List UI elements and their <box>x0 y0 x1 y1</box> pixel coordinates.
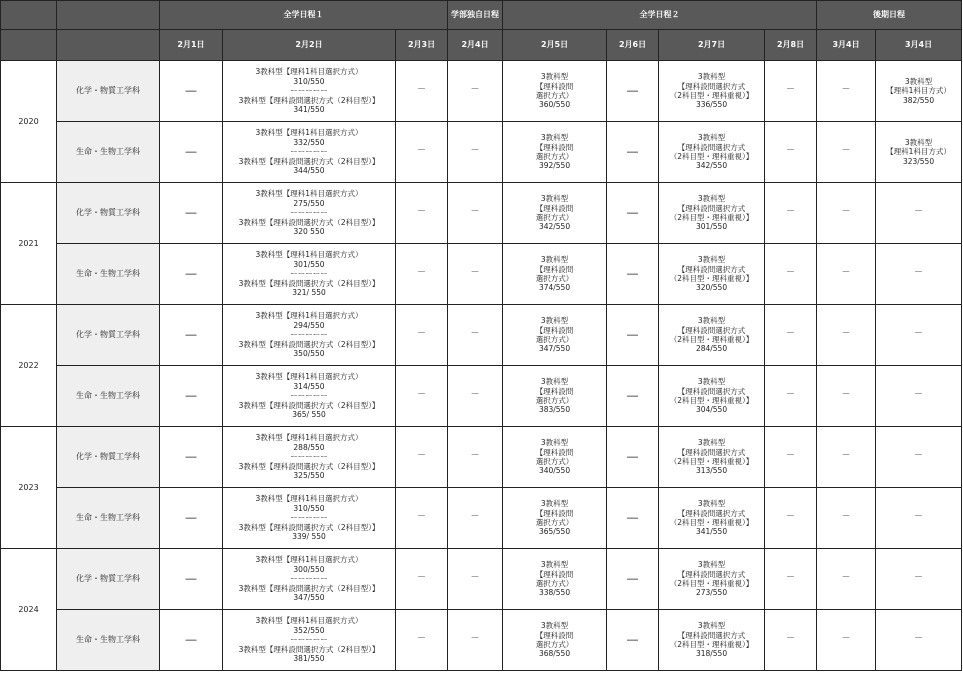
score-value: 365/ 550 <box>292 410 326 420</box>
table-row <box>1 244 962 305</box>
cell-line: 3教科型【理科設問選択方式（2科目型）】 <box>238 461 380 471</box>
empty-cell: － <box>817 244 876 305</box>
empty-cell: － <box>765 61 817 122</box>
score-value: 342/550 <box>695 161 728 171</box>
cell-line: 選択方式） <box>535 335 574 344</box>
cell-line: 3教科型 <box>697 499 726 509</box>
score-cell-feb5 <box>503 244 607 305</box>
empty-cell: ― <box>607 244 659 305</box>
score-value: 301/550 <box>293 259 325 269</box>
score-value: 310/550 <box>293 76 325 86</box>
score-value: 382/550 <box>902 95 935 105</box>
cell-line: 3教科型 <box>540 377 569 387</box>
score-value: 338/550 <box>538 588 571 598</box>
empty-cell: － <box>396 183 448 244</box>
table-row <box>1 549 962 610</box>
cell-line: 【理科設問選択方式 <box>677 264 746 274</box>
score-value: 304/550 <box>695 405 728 415</box>
score-cell-feb2 <box>223 549 396 610</box>
date-header: 2月8日 <box>765 30 817 61</box>
cell-line: 【理科設問 <box>535 508 574 518</box>
cell-line: 3教科型【理科設問選択方式（2科目型）】 <box>238 156 380 166</box>
score-value: 310/550 <box>293 503 325 513</box>
cell-line: 3教科型【理科1科目選択方式） <box>255 372 363 382</box>
empty-cell: ― <box>160 549 223 610</box>
cell-line: 選択方式） <box>535 579 574 588</box>
cell-line: 3教科型【理科1科目選択方式） <box>255 555 363 565</box>
cell-line: 【理科設問 <box>535 203 574 213</box>
cell-line: 選択方式） <box>535 274 574 283</box>
empty-cell: － <box>817 549 876 610</box>
cell-line: 【理科設問 <box>535 630 574 640</box>
score-value: 352/550 <box>293 625 325 635</box>
empty-cell: － <box>817 427 876 488</box>
score-value: 365/550 <box>538 527 571 537</box>
score-cell-feb5 <box>503 305 607 366</box>
empty-cell: － <box>396 244 448 305</box>
empty-cell: － <box>448 488 503 549</box>
cell-line: 3教科型【理科1科目選択方式） <box>255 616 363 626</box>
cell-line: （2科目型・理科重視）】 <box>669 396 754 405</box>
score-cell-feb5 <box>503 366 607 427</box>
cell-line: （2科目型・理科重視）】 <box>669 91 754 100</box>
cell-line: （2科目型・理科重視）】 <box>669 640 754 649</box>
empty-cell: － <box>765 122 817 183</box>
empty-cell: － <box>876 366 962 427</box>
department-cell: 化学・物質工学科 <box>57 305 160 366</box>
empty-cell: ― <box>607 366 659 427</box>
separator: ーーーーー <box>290 391 328 401</box>
cell-line: 【理科設問選択方式 <box>677 386 746 396</box>
empty-cell: ― <box>607 183 659 244</box>
empty-cell: － <box>448 366 503 427</box>
score-value: 344/550 <box>293 166 325 176</box>
empty-cell: － <box>765 305 817 366</box>
cell-line: 3教科型【理科設問選択方式（2科目型）】 <box>238 95 380 105</box>
year-cell: 2021 <box>1 183 57 305</box>
score-value: 332/550 <box>293 137 325 147</box>
score-cell-feb2 <box>223 305 396 366</box>
score-cell-mar4 <box>876 61 962 122</box>
empty-cell: ― <box>607 610 659 671</box>
cell-line: 3教科型 <box>540 72 569 82</box>
date-header: 2月3日 <box>396 30 448 61</box>
score-value: 360/550 <box>538 100 571 110</box>
cell-line: 3教科型【理科1科目選択方式） <box>255 128 363 138</box>
empty-cell: － <box>448 122 503 183</box>
score-value: 350/550 <box>293 349 325 359</box>
cell-line: （2科目型・理科重視）】 <box>669 579 754 588</box>
group-header: 後期日程 <box>817 1 962 30</box>
score-value: 284/550 <box>695 344 728 354</box>
empty-cell: ― <box>607 305 659 366</box>
score-cell-feb5 <box>503 61 607 122</box>
empty-cell: － <box>876 549 962 610</box>
empty-cell: － <box>817 122 876 183</box>
department-cell: 化学・物質工学科 <box>57 183 160 244</box>
separator: ーーーーー <box>290 208 328 218</box>
empty-cell: ― <box>607 549 659 610</box>
cell-line: 3教科型 <box>697 438 726 448</box>
cell-line: （2科目型・理科重視）】 <box>669 518 754 527</box>
date-header: 2月2日 <box>223 30 396 61</box>
score-cell-feb7 <box>659 427 765 488</box>
empty-cell: － <box>396 305 448 366</box>
empty-cell: ― <box>607 61 659 122</box>
empty-cell: － <box>765 549 817 610</box>
cell-line: 【理科設問選択方式 <box>677 325 746 335</box>
empty-cell: － <box>448 305 503 366</box>
score-value: 288/550 <box>293 442 325 452</box>
cell-line: 3教科型 <box>697 133 726 143</box>
cell-line: 【理科設問選択方式 <box>677 569 746 579</box>
cell-line: 3教科型 <box>697 194 726 204</box>
cell-line: 【理科設問選択方式 <box>677 630 746 640</box>
empty-cell: － <box>396 549 448 610</box>
score-cell-feb5 <box>503 488 607 549</box>
table-row <box>1 488 962 549</box>
date-header: 2月5日 <box>503 30 607 61</box>
empty-cell: － <box>765 610 817 671</box>
score-cell-feb2 <box>223 183 396 244</box>
date-header: 2月6日 <box>607 30 659 61</box>
date-header: 3月4日 <box>876 30 962 61</box>
group-header: 全学日程１ <box>160 1 448 30</box>
empty-cell: － <box>396 610 448 671</box>
empty-cell: － <box>396 427 448 488</box>
cell-line: 【理科1科目方式） <box>886 86 951 96</box>
score-value: 381/550 <box>293 654 325 664</box>
score-value: 294/550 <box>293 320 325 330</box>
empty-cell: ― <box>160 244 223 305</box>
cell-line: 3教科型 <box>904 76 933 86</box>
separator: ーーーーー <box>290 513 328 523</box>
score-value: 301/550 <box>695 222 728 232</box>
empty-cell: － <box>817 61 876 122</box>
cell-line: 【理科設問 <box>535 569 574 579</box>
empty-cell: ― <box>607 488 659 549</box>
cell-line: 【理科設問選択方式 <box>677 81 746 91</box>
cell-line: 選択方式） <box>535 640 574 649</box>
cell-line: 選択方式） <box>535 91 574 100</box>
department-cell: 化学・物質工学科 <box>57 549 160 610</box>
date-header: 2月4日 <box>448 30 503 61</box>
empty-cell: － <box>817 610 876 671</box>
date-header: 3月4日 <box>817 30 876 61</box>
empty-cell: － <box>817 183 876 244</box>
score-value: 347/550 <box>293 593 325 603</box>
score-cell-feb7 <box>659 366 765 427</box>
empty-cell: ― <box>160 122 223 183</box>
cell-line: 3教科型 <box>540 560 569 570</box>
header-row-groups <box>1 1 962 30</box>
cell-line: （2科目型・理科重視）】 <box>669 335 754 344</box>
score-cell-feb2 <box>223 427 396 488</box>
empty-cell: ― <box>160 488 223 549</box>
score-cell-feb5 <box>503 427 607 488</box>
empty-cell: － <box>876 183 962 244</box>
corner-cell <box>1 1 57 30</box>
cell-line: 【理科設問 <box>535 81 574 91</box>
score-value: 336/550 <box>695 100 728 110</box>
score-cell-feb5 <box>503 610 607 671</box>
empty-cell: － <box>876 305 962 366</box>
score-cell-feb2 <box>223 366 396 427</box>
separator: ーーーーー <box>290 269 328 279</box>
score-value: 320/550 <box>695 283 728 293</box>
score-value: 368/550 <box>538 649 571 659</box>
empty-cell: － <box>876 427 962 488</box>
empty-cell: － <box>817 305 876 366</box>
empty-cell: ― <box>607 122 659 183</box>
cell-line: 選択方式） <box>535 396 574 405</box>
score-cell-feb7 <box>659 488 765 549</box>
cell-line: 3教科型【理科1科目選択方式） <box>255 189 363 199</box>
score-value: 374/550 <box>538 283 571 293</box>
cell-line: 3教科型 <box>904 137 933 147</box>
empty-cell: － <box>876 610 962 671</box>
corner-cell <box>1 30 57 61</box>
cell-line: 【理科設問選択方式 <box>677 203 746 213</box>
cell-line: 3教科型 <box>540 255 569 265</box>
cell-line: 【理科1科目方式） <box>886 147 951 157</box>
cell-line: 3教科型 <box>697 377 726 387</box>
corner-cell <box>57 30 160 61</box>
cell-line: 【理科設問選択方式 <box>677 508 746 518</box>
score-value: 314/550 <box>293 381 325 391</box>
date-header: 2月7日 <box>659 30 765 61</box>
empty-cell: － <box>765 427 817 488</box>
score-value: 383/550 <box>538 405 571 415</box>
score-value: 321/ 550 <box>292 288 326 298</box>
cell-line: 3教科型 <box>697 560 726 570</box>
empty-cell: － <box>396 61 448 122</box>
empty-cell: － <box>765 488 817 549</box>
cell-line: 3教科型【理科1科目選択方式） <box>255 67 363 77</box>
separator: ーーーーー <box>290 86 328 96</box>
cell-line: （2科目型・理科重視）】 <box>669 457 754 466</box>
empty-cell: － <box>448 183 503 244</box>
score-cell-feb5 <box>503 122 607 183</box>
cell-line: 3教科型【理科設問選択方式（2科目型）】 <box>238 522 380 532</box>
cell-line: 3教科型 <box>540 133 569 143</box>
cell-line: 3教科型【理科設問選択方式（2科目型）】 <box>238 400 380 410</box>
table-row <box>1 183 962 244</box>
cell-line: 選択方式） <box>535 518 574 527</box>
score-value: 275/550 <box>293 198 325 208</box>
score-cell-feb7 <box>659 61 765 122</box>
cell-line: 3教科型【理科1科目選択方式） <box>255 250 363 260</box>
cell-line: 3教科型 <box>697 316 726 326</box>
cell-line: 【理科設問 <box>535 142 574 152</box>
score-value: 323/550 <box>902 156 935 166</box>
score-value: 325/550 <box>293 471 325 481</box>
score-cell-feb2 <box>223 122 396 183</box>
cell-line: 【理科設問 <box>535 264 574 274</box>
cell-line: 3教科型【理科設問選択方式（2科目型）】 <box>238 339 380 349</box>
cell-line: （2科目型・理科重視）】 <box>669 152 754 161</box>
year-cell: 2020 <box>1 61 57 183</box>
cell-line: 3教科型 <box>697 621 726 631</box>
score-value: 341/550 <box>293 105 325 115</box>
score-cell-feb7 <box>659 549 765 610</box>
empty-cell: － <box>817 488 876 549</box>
header-row-dates <box>1 30 962 61</box>
cell-line: 3教科型【理科設問選択方式（2科目型）】 <box>238 583 380 593</box>
empty-cell: ― <box>607 427 659 488</box>
cell-line: 3教科型【理科1科目選択方式） <box>255 311 363 321</box>
cell-line: 3教科型 <box>540 194 569 204</box>
cell-line: 【理科設問 <box>535 447 574 457</box>
separator: ーーーーー <box>290 147 328 157</box>
cell-line: 3教科型 <box>540 499 569 509</box>
cell-line: 3教科型【理科設問選択方式（2科目型）】 <box>238 217 380 227</box>
year-cell: 2024 <box>1 549 57 671</box>
table-row <box>1 427 962 488</box>
empty-cell: － <box>448 549 503 610</box>
empty-cell: ― <box>160 305 223 366</box>
score-value: 318/550 <box>695 649 728 659</box>
table-body <box>1 61 962 671</box>
table-row <box>1 61 962 122</box>
department-cell: 生命・生物工学科 <box>57 366 160 427</box>
empty-cell: － <box>396 488 448 549</box>
cell-line: 3教科型 <box>697 72 726 82</box>
group-header: 全学日程２ <box>503 1 817 30</box>
year-cell: 2023 <box>1 427 57 549</box>
score-cell-feb7 <box>659 610 765 671</box>
table-row <box>1 610 962 671</box>
cell-line: （2科目型・理科重視）】 <box>669 213 754 222</box>
table-row <box>1 305 962 366</box>
cell-line: 3教科型【理科1科目選択方式） <box>255 494 363 504</box>
score-value: 340/550 <box>538 466 571 476</box>
year-cell: 2022 <box>1 305 57 427</box>
cell-line: 3教科型 <box>540 621 569 631</box>
cell-line: 選択方式） <box>535 457 574 466</box>
empty-cell: ― <box>160 183 223 244</box>
empty-cell: － <box>876 244 962 305</box>
cell-line: 【理科設問 <box>535 386 574 396</box>
cell-line: 3教科型【理科1科目選択方式） <box>255 433 363 443</box>
separator: ーーーーー <box>290 635 328 645</box>
cell-line: 3教科型【理科設問選択方式（2科目型）】 <box>238 278 380 288</box>
empty-cell: ― <box>160 61 223 122</box>
score-cell-feb5 <box>503 549 607 610</box>
score-value: 342/550 <box>538 222 571 232</box>
score-cell-feb2 <box>223 244 396 305</box>
score-value: 313/550 <box>695 466 728 476</box>
cell-line: 3教科型 <box>697 255 726 265</box>
cell-line: 3教科型 <box>540 438 569 448</box>
cell-line: 【理科設問選択方式 <box>677 447 746 457</box>
empty-cell: － <box>817 366 876 427</box>
department-cell: 生命・生物工学科 <box>57 610 160 671</box>
empty-cell: － <box>765 366 817 427</box>
empty-cell: － <box>448 61 503 122</box>
department-cell: 生命・生物工学科 <box>57 488 160 549</box>
score-cell-mar4 <box>876 122 962 183</box>
empty-cell: － <box>448 244 503 305</box>
date-header: 2月1日 <box>160 30 223 61</box>
empty-cell: － <box>396 366 448 427</box>
empty-cell: － <box>448 610 503 671</box>
cell-line: 選択方式） <box>535 213 574 222</box>
cell-line: 選択方式） <box>535 152 574 161</box>
table-row <box>1 366 962 427</box>
score-cell-feb7 <box>659 305 765 366</box>
cell-line: 3教科型【理科設問選択方式（2科目型）】 <box>238 644 380 654</box>
cell-line: （2科目型・理科重視）】 <box>669 274 754 283</box>
score-cell-feb7 <box>659 122 765 183</box>
empty-cell: － <box>765 183 817 244</box>
score-cell-feb2 <box>223 61 396 122</box>
score-cell-feb2 <box>223 610 396 671</box>
empty-cell: － <box>876 488 962 549</box>
score-value: 341/550 <box>695 527 728 537</box>
empty-cell: － <box>765 244 817 305</box>
cell-line: 【理科設問選択方式 <box>677 142 746 152</box>
empty-cell: ― <box>160 610 223 671</box>
separator: ーーーーー <box>290 574 328 584</box>
score-value: 300/550 <box>293 564 325 574</box>
group-header: 学部独自日程 <box>448 1 503 30</box>
department-cell: 生命・生物工学科 <box>57 244 160 305</box>
separator: ーーーーー <box>290 330 328 340</box>
separator: ーーーーー <box>290 452 328 462</box>
department-cell: 化学・物質工学科 <box>57 61 160 122</box>
empty-cell: － <box>448 427 503 488</box>
table-row <box>1 122 962 183</box>
department-cell: 生命・生物工学科 <box>57 122 160 183</box>
score-cell-feb2 <box>223 488 396 549</box>
cell-line: 【理科設問 <box>535 325 574 335</box>
score-cell-feb7 <box>659 244 765 305</box>
empty-cell: ― <box>160 427 223 488</box>
empty-cell: － <box>396 122 448 183</box>
score-cell-feb5 <box>503 183 607 244</box>
score-value: 392/550 <box>538 161 571 171</box>
empty-cell: ― <box>160 366 223 427</box>
score-cell-feb7 <box>659 183 765 244</box>
score-value: 273/550 <box>695 588 728 598</box>
score-value: 347/550 <box>538 344 571 354</box>
corner-cell <box>57 1 160 30</box>
department-cell: 化学・物質工学科 <box>57 427 160 488</box>
score-value: 320 550 <box>293 227 325 237</box>
score-value: 339/ 550 <box>292 532 326 542</box>
cell-line: 3教科型 <box>540 316 569 326</box>
